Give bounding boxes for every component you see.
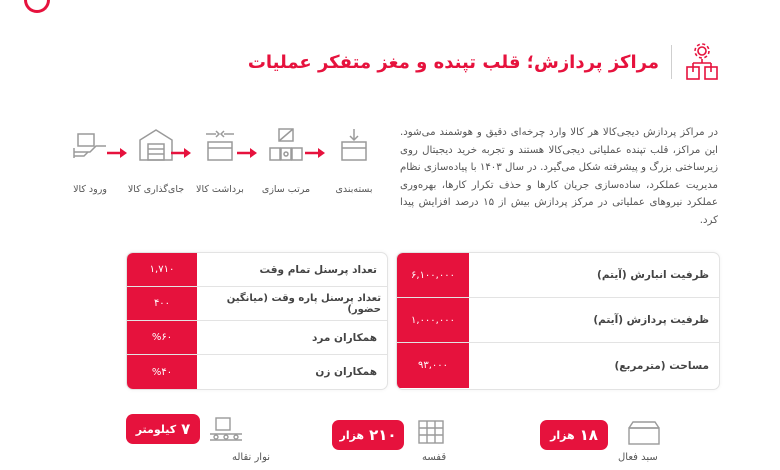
row-value: ۴۰۰: [127, 287, 197, 320]
basket-icon: [626, 420, 662, 446]
row-value: ۱,۷۱۰: [127, 253, 197, 286]
staff-table: [126, 252, 388, 390]
table-row: [127, 253, 387, 287]
flow-step-label: جای‌گذاری کالا: [127, 184, 185, 195]
flow-step-label: برداشت کالا: [196, 184, 244, 195]
intro-paragraph: در مراکز پردازش دیجی‌کالا هر کالا وارد چرخه‌ای دقیق و هوشمند می‌شود. این مراکز، قلب تپنده عملیاتی دیجی‌کالا هستند و تجربه خرید دیجیتال روی زیرساختی بزرگ و پیشرفته شکل می‌گیرد. در سال ۱۴۰۳ با پیاده‌سازی نظام مدیریت عملکرد، ساده‌سازی جریان کارها و حذف تکرار کارها، بهره‌وری عملکرد نیروهای عملیاتی در مرکز پردازش بیش از ۱۵ درصد افزایش پیدا کرد.: [400, 127, 719, 226]
stat-unit: هزار: [339, 428, 365, 442]
stat-label: سبد فعال: [618, 452, 658, 463]
row-value: ۱,۰۰۰,۰۰۰: [397, 298, 469, 342]
table-row: [127, 321, 387, 355]
row-label: تعداد پرسنل تمام وقت: [259, 263, 377, 276]
row-label: همکاران زن: [315, 366, 377, 378]
stat-label: قفسه: [422, 452, 447, 463]
basket-stat-badge: [540, 420, 608, 450]
stat-unit: کیلومتر: [135, 422, 177, 436]
capacity-table: [396, 252, 720, 390]
section-header: [248, 42, 720, 82]
table-row: [397, 253, 719, 298]
picking-box-icon: [200, 126, 240, 166]
arrow-icon: [170, 146, 192, 160]
row-value: ۹۳,۰۰۰: [397, 343, 469, 388]
page-title: مراکز پردازش؛ قلب تپنده و مغز متفکر عملیات: [247, 51, 659, 73]
package-icon: [334, 126, 374, 166]
row-label: مساحت (مترمربع): [614, 359, 709, 372]
stat-number: ۱۸: [579, 426, 598, 444]
flow-step-label: ورود کالا: [73, 184, 107, 195]
flow-step-label: بسته‌بندی: [335, 184, 373, 195]
row-value: ۶,۱۰۰,۰۰۰: [397, 253, 469, 297]
arrow-icon: [106, 146, 128, 160]
shelf-stat-badge: [332, 420, 404, 450]
shelf-icon: [416, 418, 446, 446]
conveyor-icon: [206, 416, 246, 446]
stat-number: ۲۱۰: [369, 426, 397, 444]
table-row: [397, 343, 719, 388]
row-label: همکاران مرد: [311, 331, 377, 344]
row-value: %۴۰: [127, 355, 197, 389]
truck-unload-icon: [70, 126, 110, 166]
header-divider: [671, 45, 672, 79]
stat-label: نوار نقاله: [232, 452, 271, 463]
flow-step-packing: [324, 126, 384, 195]
row-label: ظرفیت پردازش (آیتم): [593, 314, 709, 326]
row-label: تعداد پرسنل پاره وقت (میانگین حضور): [226, 292, 381, 315]
flow-step-label: مرتب سازی: [261, 184, 311, 195]
gear-boxes-icon: [684, 42, 720, 82]
process-flow: [60, 126, 373, 196]
row-label: ظرفیت انبارش (آیتم): [597, 269, 709, 281]
stat-number: ۷: [181, 420, 191, 438]
row-value: %۶۰: [127, 321, 197, 354]
table-row: [397, 298, 719, 343]
table-row: [127, 355, 387, 389]
table-row: [127, 287, 387, 321]
logo-icon[interactable]: [24, 0, 50, 13]
conveyor-stat-badge: [126, 414, 200, 444]
sorting-icon: [266, 126, 306, 166]
arrow-icon: [304, 146, 326, 160]
stat-unit: هزار: [550, 428, 575, 442]
arrow-icon: [236, 146, 258, 160]
